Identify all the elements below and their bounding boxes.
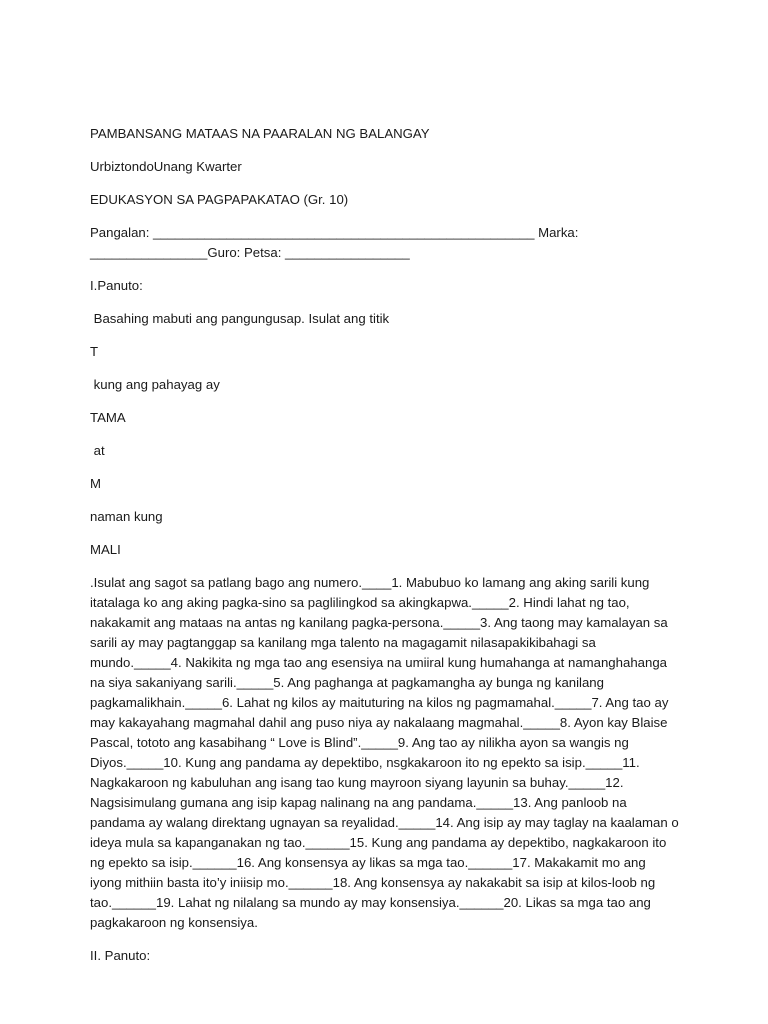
letter-m: M [90, 476, 101, 491]
section-2-title: II. Panuto: [90, 948, 151, 963]
name-grade-line: Pangalan: ____________________________________________________ Marka: ________________Guro: Petsa: _________________ [90, 225, 583, 260]
location-quarter: UrbiztondoUnang Kwarter [90, 159, 242, 174]
section-1-title: I.Panuto: [90, 278, 143, 293]
document-content [90, 124, 683, 979]
instruction-line-2: kung ang pahayag ay [90, 377, 220, 392]
items-paragraph: .Isulat ang sagot sa patlang bago ang numero.____1. Mabubuo ko lamang ang aking sarili kung itatalaga ko ang aking pagka-sino sa paglilingkod sa akingkapwa._____2. Hindi lahat ng tao, nakakamit ang mataas na antas ng kanilang pagka-persona._____3. Ang taong may kamalayan sa sarili ay may pagtanggap sa kanilang mga talento na magagamit nilasapakikibahagi sa mundo._____4. Nakikita ng mga tao ang esensiya na umiiral kung humahanga at namanghahanga na siya sakaniyang sarili._____5. Ang paghanga at pagkamangha ay bunga ng kanilang pagkamalikhain._____6. Lahat ng kilos ay maituturing na kilos ng pagmamahal._____7. Ang tao ay may kakayahang magmahal dahil ang puso niya ay nakalaang magmahal._____8. Ayon kay Blaise Pascal, tototo ang kasabihang “ Love is Blind”._____9. Ang tao ay nilikha ayon sa wangis ng Diyos._____10. Kung ang pandama ay depektibo, nsgkakaroon ito ng epekto sa isip._____11. Nagkakaroon ng kabuluhan ang isang tao kung mayroon siyang layunin sa buhay._____12. Nagsisimulang gumana ang isip kapag nalinang na ang pandama._____13. Ang panloob na pandama ay walang direktang ugnayan sa reyalidad._____14. Ang isip ay may taglay na kaalaman o ideya mula sa kapanganakan ng tao.______15. Kung ang pandama ay depektibo, nagkakaroon ito ng epekto sa isip.______16. Ang konsensya ay likas sa mga tao.______17. Makakamit mo ang iyong mithiin basta ito’y iniisip mo.______18. Ang konsensya ay nakakabit sa isip at kilos-loob ng tao.______19. Lahat ng nilalang sa mundo ay may konsensiya.______20. Likas sa mga tao ang pagkakaroon ng konsensiya. [90, 575, 683, 930]
letter-t: T [90, 344, 99, 359]
school-name: PAMBANSANG MATAAS NA PAARALAN NG BALANGAY [90, 126, 430, 141]
word-tama: TAMA [90, 410, 126, 425]
word-mali: MALI [90, 542, 121, 557]
word-at: at [90, 443, 105, 458]
subject-title: EDUKASYON SA PAGPAPAKATAO (Gr. 10) [90, 192, 349, 207]
instruction-line-3: naman kung [90, 509, 163, 524]
instruction-line-1: Basahing mabuti ang pangungusap. Isulat ang titik [90, 311, 390, 326]
